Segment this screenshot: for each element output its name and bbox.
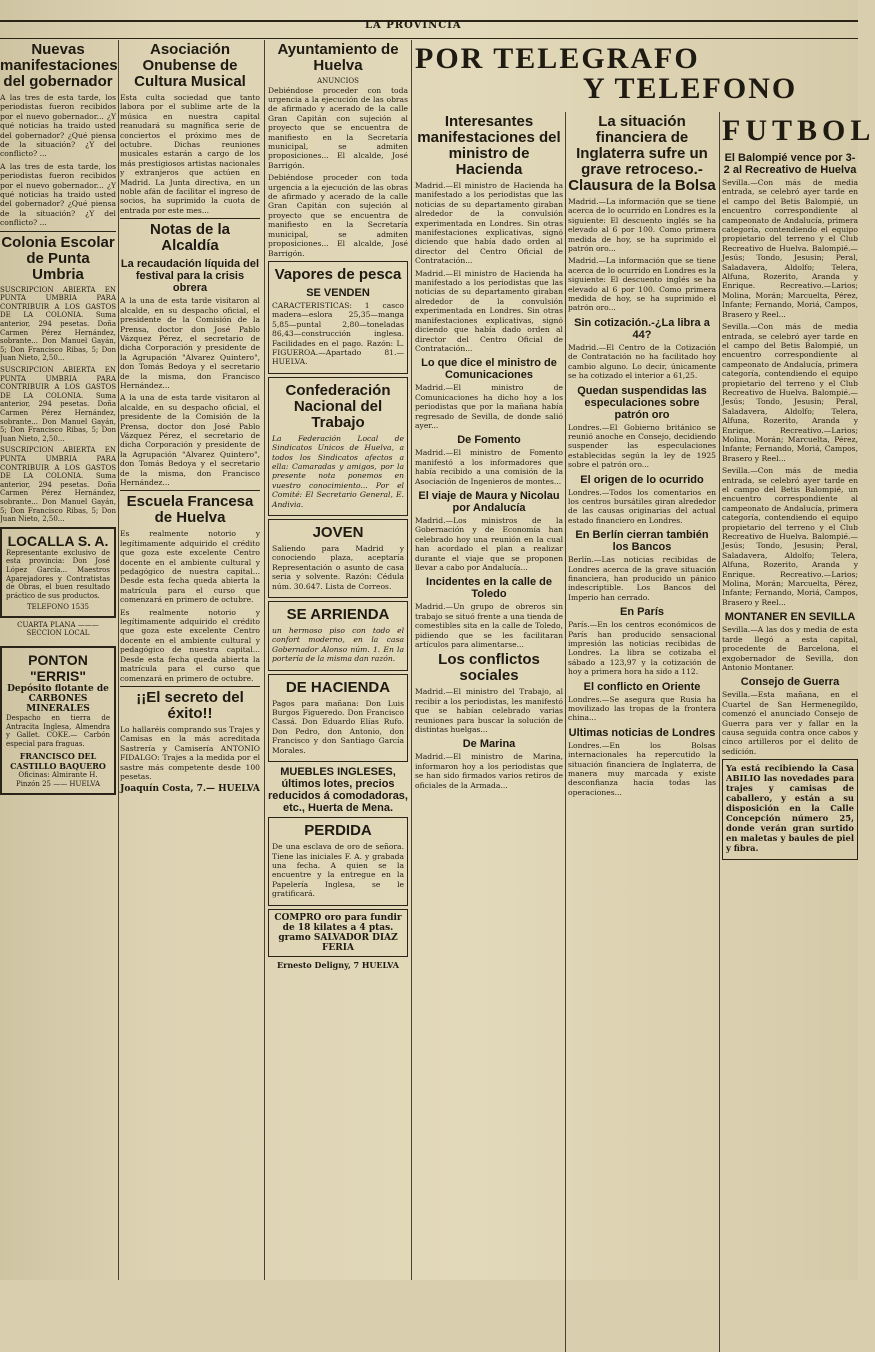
article-body: Pagos para mañana: Don Luis Burgos Figueredo. Don Francisco Cassá. Don Eduardo Elías Rufo. Don Pedro, don Antonio, don Francisco y don Santiago García Morales. — [272, 698, 404, 755]
advertisement — [722, 759, 858, 860]
article-headline: Nuevas manifestaciones del gobernador — [0, 41, 118, 90]
column-rule — [411, 40, 412, 1280]
article-body: Sevilla.—Con más de media entrada, se celebró ayer tarde en el campo del Betis Balompié, un encuentro correspondiente al campeonato de Andalucía, primera categoría, contendiendo el equipo propietario del terreno y el Club Recreativo de Huelva. Balompié.—Jesús; Tondo, Jesusin; Peral, Saladavera, Aldolfo; Telera, Alfuna, Rozerito, Aranda y Enrique. Recreativo.—Larios; Molina, Morán; Marcuelta, Pérez, Infante; Fernando, Moriá, Campos, Brasero y Reel... — [722, 178, 858, 319]
article-subheadline: Incidentes en la calle de Toledo — [426, 576, 552, 601]
column-rule — [565, 112, 566, 1352]
article-body: Madrid.—La información que se tiene acerca de lo ocurrido en Londres es la siguiente: El descuento inglés se ha elevado al 6 por 100. Como primera medida de hoy, se ha suprimido el patrón oro... — [568, 256, 716, 313]
divider — [0, 231, 116, 232]
article-body: SUSCRIPCION ABIERTA EN PUNTA UMBRIA PARA CONTRIBUIR A LOS GASTOS DE LA COLONIA. Suma anterior, 294 pesetas. Doña Carmen Pérez Hernández, sobrante... Don Manuel Gayán, 5; Don Francisco Ribas, 5; Don Juan Nieto, 2,50... — [0, 285, 116, 363]
classified-box — [268, 377, 408, 516]
article-subheadline: Consejo de Guerra — [740, 676, 840, 689]
classified-box — [268, 909, 408, 957]
ad-subtitle: Depósito flotante de CARBONES MINERALES — [7, 684, 109, 715]
article-body: SUSCRIPCION ABIERTA EN PUNTA UMBRIA PARA CONTRIBUIR A LOS GASTOS DE LA COLONIA. Suma anterior, 294 pesetas. Doña Carmen Pérez Hernández, sobrante... Don Manuel Gayán, 5; Don Francisco Ribas, 5; Don Juan Nieto, 2,50... — [0, 446, 116, 524]
article-subheadline: SE VENDEN — [306, 286, 370, 299]
article-body: CARACTERISTICAS: 1 casco madera—eslora 25,35—manga 5,85—puntal 2,80—toneladas 86,43—construcción inglesa. Facilidades en el pago. Razón: L. FIGUEROA.—Apartado 81.—HUELVA. — [272, 300, 404, 367]
article-subheadline: El origen de lo ocurrido — [580, 473, 704, 486]
advertisement — [0, 527, 116, 618]
article-body: Es realmente notorio y legítimamente adquirido el crédito que goza este excelente Centro docente en el ambiente cultural y pedagógico de nuestra capital... Desde esta fecha queda abierta la matrícula para el curso que comenzará en primero de octubre. — [120, 607, 260, 683]
article-body: A las tres de esta tarde, los periodistas fueron recibidos por el nuevo gobernador... ¿Y qué noticias ha traido usted del gobernador? ¿Qué piensa de la situación? ¿Y del conflicto? ... — [0, 161, 116, 228]
column-rule — [118, 40, 119, 1280]
ad-title: PONTON "ERRIS" — [28, 652, 88, 685]
classified-box — [268, 817, 408, 905]
article-body: Berlín.—Las noticias recibidas de Londres acerca de la grave situación financiera, han producido un pánico indescriptible. Los Bancos del Imperio han cerrado. — [568, 555, 716, 602]
article-body: un hermoso piso con todo el confort moderno, en la casa Gobernador Alonso núm. 1. En la portería de la misma dan razón. — [272, 626, 404, 664]
article-body: Lo hallaréis comprando sus Trajes y Camisas en la más acreditada Sastrería y Camisería ANTONIO FIDALGO: Trajes a la medida por el sastre más competente desde 100 pesetas. — [120, 724, 260, 781]
article-body: A la una de esta tarde visitaron al alcalde, en su despacho oficial, el presidente de la Comisión de la Prensa, doctor don José Pablo Vázquez Pérez, el secretario de dicha Corporación y presidente de la Agrupación "Alvarez Quintero", don Tomás Bedoya y el secretario de la misma, don Francisco Hernández... — [120, 296, 260, 390]
article-body: SUSCRIPCION ABIERTA EN PUNTA UMBRIA PARA CONTRIBUIR A LOS GASTOS DE LA COLONIA. Suma anterior, 294 pesetas. Doña Carmen Pérez Hernández, sobrante... Don Manuel Gayán, 5; Don Francisco Ribas, 5; Don Juan Nieto, 2,50... — [0, 366, 116, 443]
article-subheadline: Lo que dice el ministro de Comunicaciones — [421, 357, 557, 382]
column-rule — [264, 40, 265, 1280]
article-subheadline: Quedan suspendidas las especulaciones sobre patrón oro — [577, 384, 707, 421]
banner-headline — [415, 42, 858, 108]
ad-body: Representante exclusivo de esta provincia: Don José López García... Maestros Aparejadores y Contratistas de Obras, el buen resultado práctico de sus productos. — [6, 548, 110, 600]
article-body: De una esclava de oro de señora. Tiene las iniciales F. A. y grabada una fecha. A quien se la encuentre y la entregue en la Papelería Inglesa, se le gratificará. — [272, 842, 404, 899]
section-label: ANUNCIOS — [317, 77, 359, 85]
ad-name: FRANCISCO DEL CASTILLO BAQUERO — [10, 751, 106, 772]
column-4 — [415, 112, 563, 1280]
article-body: Londres.—En los Bolsas internacionales ha repercutido la situación financiera de Inglaterra, de manera muy marcada y existe desconfianza hacia todas las operaciones... — [568, 740, 716, 797]
article-headline: Vapores de pesca — [274, 265, 402, 283]
article-body: Sevilla.—A las dos y media de esta tarde llegó a esta capital, procedente de Barcelona, el exgobernador de Sevilla, don Antonio Montaner. — [722, 625, 858, 672]
article-headline: ¡¡El secreto del éxito!! — [136, 688, 244, 722]
article-body: Madrid.—El Centro de la Cotización de Contratación no ha facilitado hoy cambio alguno. Lo decir, únicamente se ha cotizado el interior a 61,25. — [568, 342, 716, 381]
article-body: Madrid.—Los ministros de la Gobernación y de Economía han celebrado hoy una reunión en la cual han acordado el plan a realizar durante el viaje que se proponen llevar a cabo por Andalucía... — [415, 515, 563, 572]
article-body: Londres.—Se asegura que Rusia ha movilizado las tropas de la frontera china... — [568, 694, 716, 723]
ad-body: Ya está recibiendo la Casa ABILIO las novedades para trajes y camisas de caballero, y están a su disposición en la Calle Concepción número 25, donde verán gran surtido en maletas y baules de piel y fibra. — [726, 763, 854, 854]
article-body: Madrid.—El ministro de Marina, informaron hoy a los periodistas que se han sido firmados varios retiros de oficiales de la Armada... — [415, 752, 563, 790]
article-headline: Los conflictos sociales — [438, 651, 540, 685]
article-subheadline: En París — [619, 606, 665, 619]
article-headline: La situación financiera de Inglaterra sufre un grave retroceso.-Clausura de la Bolsa — [568, 113, 716, 194]
article-headline: Interesantes manifestaciones del ministro de Hacienda — [417, 113, 561, 178]
column-rule — [719, 112, 720, 1352]
divider — [120, 490, 260, 491]
classified-box — [268, 674, 408, 762]
article-body: Madrid.—El ministro de Fomento manifestó a los informadores que había recibido a una comisión de la Asociación de Ingenieros de montes... — [415, 448, 563, 486]
article-subheadline: El conflicto en Oriente — [583, 680, 701, 693]
article-headline: Colonia Escolar de Punta Umbria — [1, 233, 115, 283]
ad-body: COMPRO oro para fundir de 18 kilates a 4 ptas. gramo SALVADOR DIAZ FERIA — [274, 912, 402, 953]
article-body: A la una de esta tarde visitaron al alcalde, en su despacho oficial, el presidente de la Comisión de la Prensa, doctor don José Pablo Vázquez Pérez, el secretario de dicha Corporación y presidente de la Agrupación "Alvarez Quintero", don Tomás Bedoya y el secretario de la misma, don Francisco Hernández... — [120, 393, 260, 487]
article-body: Madrid.—El ministro de Comunicaciones ha dicho hoy a los periodistas que por la mañana había regresado de Sevilla, de donde salió ayer... — [415, 383, 563, 430]
ad-signature: Joaquín Costa, 7.— HUELVA — [120, 784, 260, 795]
article-body: Madrid.—La información que se tiene acerca de lo ocurrido en Londres es la siguiente: El descuento inglés se ha elevado al 6 por 100. Como primera medida de hoy, se ha suprimido el patrón oro... — [568, 197, 716, 254]
article-subheadline: MUEBLES INGLESES, últimos lotes, precios reducidos á comodadoras, etc., Huerta de Mena. — [268, 766, 408, 815]
divider — [120, 686, 260, 687]
article-subheadline: MONTANER EN SEVILLA — [724, 611, 856, 624]
advertisement — [0, 646, 116, 795]
masthead-title: LA PROVINCIA — [365, 20, 462, 31]
ad-address: Oficinas: Almirante H. Pinzón 25 —— HUELVA — [15, 771, 101, 789]
column-1 — [0, 40, 116, 1280]
article-body: Madrid.—El ministro de Hacienda ha manifestado a los periodistas que las noticias de su departamento giraban alrededor de la convulsión experimentada en Londres. Sin otras manifestaciones explicativas, signó diciendo que había dado orden al director del Centro Oficial de Contratación... — [415, 268, 563, 353]
column-2 — [120, 40, 260, 1280]
article-headline: JOVEN — [312, 524, 364, 541]
article-body: Londres.—El Gobierno británico se reunió anoche en Consejo, decidiendo suspender las especulaciones establecidas según la ley de 1925 sobre el patrón oro... — [568, 422, 716, 470]
ad-title: LOCALLA S. A. — [7, 532, 109, 549]
article-subheadline: De Marina — [462, 738, 516, 751]
article-subheadline: La recaudación líquida del festival para la crisis obrera — [120, 258, 260, 295]
article-body: Esta culta sociedad que tanto labora por el sublime arte de la música en nuestra capital reanudará su magnífica serie de conciertos el próximo mes de octubre. Dichas reuniones musicales estarán a cargo de los más prestigiosos artistas nacionales y extranjeros que actúen en Madrid. La Junta directiva, en un noble afán de facilitar el ingreso de socios, ha suprimido la cuota de entrada por este mes... — [120, 93, 260, 215]
article-subheadline: El Balompié vence por 3-2 al Recreativo de Huelva — [723, 152, 857, 176]
article-headline: PERDIDA — [304, 822, 372, 840]
column-5 — [568, 112, 716, 1280]
article-subheadline: De Fomento — [457, 434, 521, 447]
banner-line-2: Y TELEFONO — [583, 72, 798, 105]
article-headline: Notas de la Alcaldía — [149, 221, 231, 255]
article-headline: Asociación Onubense de Cultura Musical — [134, 41, 246, 90]
article-body: Debiéndose proceder con toda urgencia a la ejecución de las obras de afirmado y acerado de la calle Gran Capitán con sujeción al proyecto que se encuentra de manifiesto en la Secretaría municipal, se admiten proposiciones... El alcalde, José Barrigón. — [268, 173, 408, 258]
article-headline: Confederación Nacional del Trabajo — [285, 381, 391, 431]
article-body: Sevilla.—Esta mañana, en el Cuartel de San Hermenegildo, comenzó el anunciado Consejo de Guerra para ver y fallar en la causa seguida contra once cabos y cinco artilleros por el delito de sedición. — [722, 690, 858, 756]
article-body: Madrid.—Un grupo de obreros sin trabajo se situó frente a una tienda de comestibles sita en la calle de Toledo, pidiendo que se les facilitaran artículos para alimentarse... — [415, 602, 563, 650]
classified-box — [268, 261, 408, 374]
ad-signature: Ernesto Deligny, 7 HUELVA — [277, 959, 399, 970]
section-title: FUTBOL — [722, 114, 875, 147]
article-headline: Ayuntamiento de Huelva — [277, 41, 399, 74]
article-subheadline: El viaje de Maura y Nicolau por Andalucía — [418, 489, 560, 514]
article-body: La Federación Local de Sindicatos Unicos de Huelva, a todos los Sindicatos afectos a ella: Camaradas y amigos, por la presente nota ponemos en vuestro conocimiento... Por el Comité: El Secretario General, E. Andivia. — [272, 433, 404, 509]
article-body: Madrid.—El ministro de Hacienda ha manifestado a los periodistas que las noticias de su departamento giraban alrededor de la convulsión experimentada en Londres. Sin otras manifestaciones explicativas, signó diciendo que había dado orden al director del Centro Oficial de Contratación... — [415, 181, 563, 266]
section-label: CUARTA PLANA ——— SECCION LOCAL — [17, 620, 99, 638]
article-body: Londres.—Todos los comentarios en los centros bursátiles giran alrededor de las causas originarias del actual estado financiero en Londres. — [568, 487, 716, 525]
column-3 — [268, 40, 408, 1280]
ad-body: Despacho en tierra de Antracita Inglesa, Almendra y Gallet. COKE.— Carbón especial para fraguas. — [6, 714, 110, 748]
article-body: Sevilla.—Con más de media entrada, se celebró ayer tarde en el campo del Betis Balompié, un encuentro correspondiente al campeonato de Andalucía, primera categoría, contendiendo el equipo propietario del terreno y el Club Recreativo de Huelva. Balompié.—Jesús; Tondo, Jesusin; Peral, Saladavera, Aldolfo; Telera, Alfuna, Rozerito, Aranda y Enrique. Recreativo.—Larios; Molina, Morán; Marcuelta, Pérez, Infante; Fernando, Moriá, Campos, Brasero y Reel... — [722, 322, 858, 463]
classified-box — [268, 519, 408, 598]
article-headline: SE ARRIENDA — [286, 606, 390, 624]
article-headline: Escuela Francesa de Huelva — [126, 493, 254, 527]
banner-line-1: POR TELEGRAFO — [415, 42, 700, 75]
article-headline: DE HACIENDA — [285, 678, 391, 696]
article-subheadline: En Berlín cierran también los Bancos — [575, 529, 709, 554]
article-body: A las tres de esta tarde, los periodistas fueron recibidos por el nuevo gobernador... ¿Y qué noticias ha traido usted del gobernador? ¿Qué piensa de la situación? ¿Y del conflicto? ... — [0, 93, 116, 159]
article-subheadline: Ultimas noticias de Londres — [568, 726, 716, 739]
article-body: Debiéndose proceder con toda urgencia a la ejecución de las obras de afirmado y acerado de la calle Gran Capitán con sujeción al proyecto que se encuentra de manifiesto en la Secretaría municipal, se admiten proposiciones... El alcalde, José Barrigón. — [268, 85, 408, 170]
column-6 — [722, 112, 875, 1280]
article-subheadline: Sin cotización.-¿La libra a 44? — [574, 316, 710, 341]
masthead — [0, 20, 858, 39]
article-body: París.—En los centros económicos de París han producido sensacional impresión las noticias recibidas de Londres. La libra se cotizaba el sábado a 123,97 y la cotización de hoy a primera hora ha sido a 112. — [568, 620, 716, 677]
divider — [120, 218, 260, 219]
article-body: Sevilla.—Con más de media entrada, se celebró ayer tarde en el campo del Betis Balompié, un encuentro correspondiente al campeonato de Andalucía, primera categoría, contendiendo el equipo propietario del terreno y el Club Recreativo de Huelva. Balompié.—Jesús; Tondo, Jesusin; Peral, Saladavera, Aldolfo; Telera, Alfuna, Rozerito, Aranda y Enrique. Recreativo.—Larios; Molina, Morán; Marcuelta, Pérez, Infante; Fernando, Moriá, Campos, Brasero y Reel... — [722, 466, 858, 607]
article-body: Madrid.—El ministro del Trabajo, al recibir a los periodistas, les manifestó que se habían celebrado varias reuniones para buscar la solución de distintas huelgas... — [415, 687, 563, 735]
article-body: Es realmente notorio y legítimamente adquirido el crédito que goza este excelente Centro docente en el ambiente cultural y pedagógico de nuestra capital... Desde esta fecha queda abierta la matrícula para el curso que comenzará en primero de octubre. — [120, 529, 260, 605]
ad-phone: TELEFONO 1535 — [26, 603, 90, 612]
article-body: Saliendo para Madrid y conociendo plaza, aceptaría Representación o asunto de casa seria y solvente. Razón: Cédula núm. 30.647. Lista de Correos. — [272, 544, 404, 591]
classified-box — [268, 601, 408, 671]
